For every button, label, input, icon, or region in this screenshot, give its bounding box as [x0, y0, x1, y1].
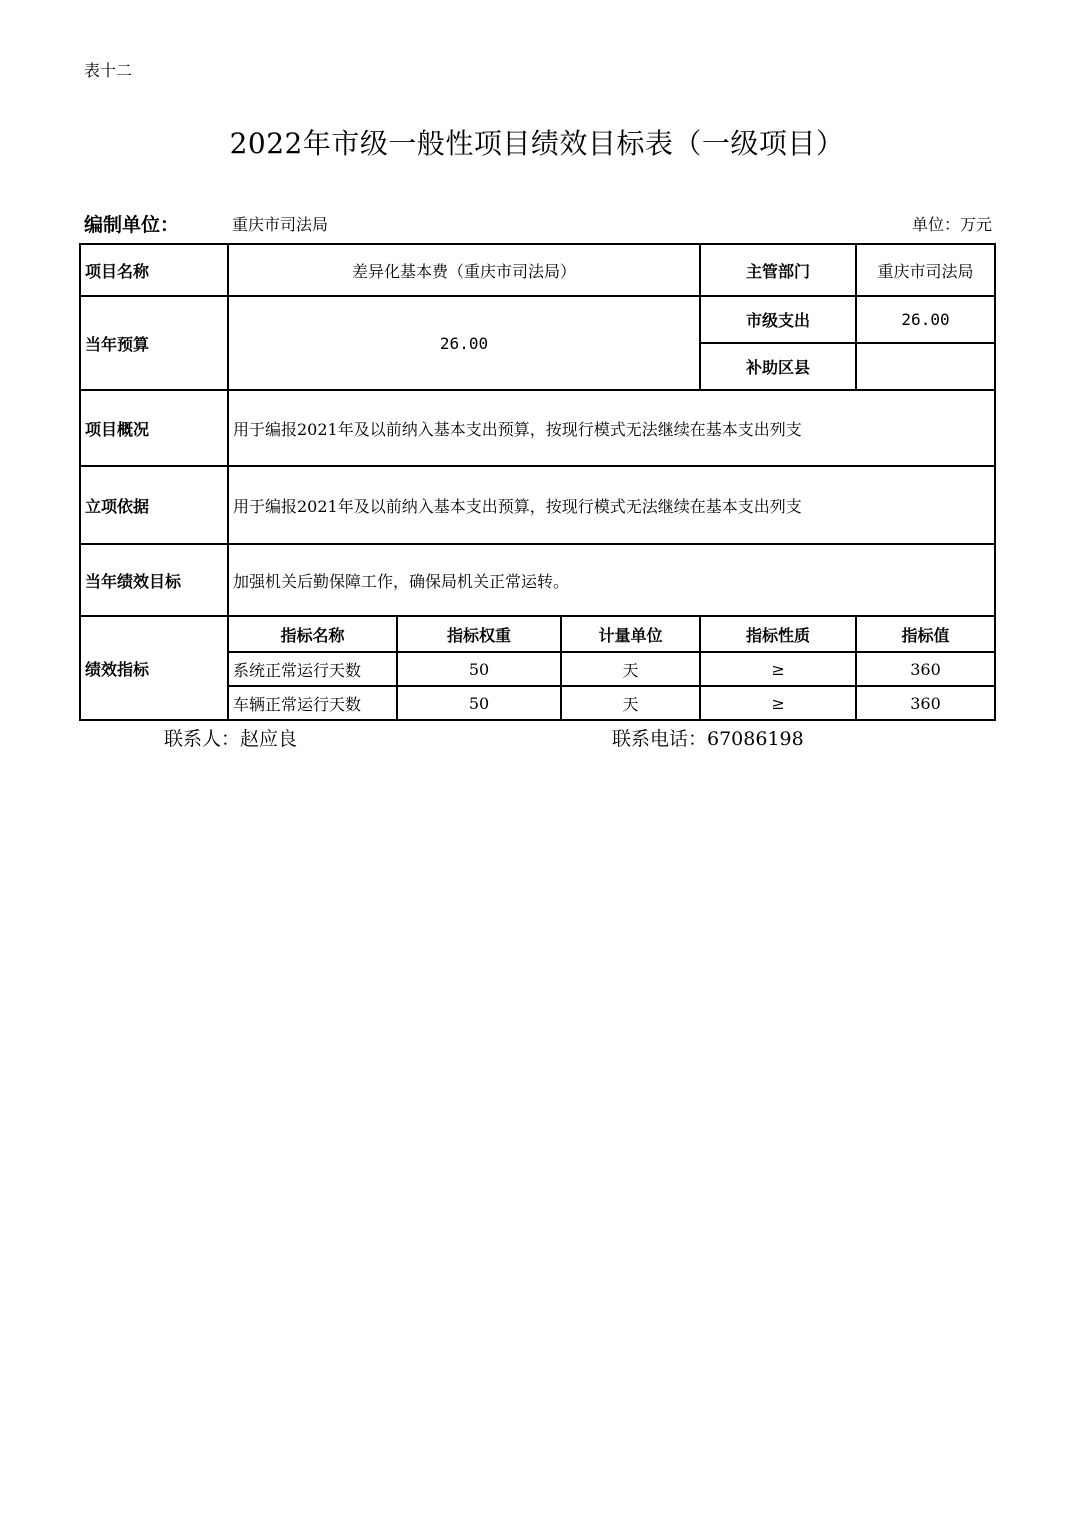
dept-label: 主管部门 [700, 244, 856, 296]
indicator-value: 360 [856, 652, 995, 686]
indicator-unit: 天 [561, 652, 700, 686]
row-basis [80, 466, 995, 544]
indicator-weight: 50 [397, 686, 561, 720]
indicator-nature: ≥ [700, 652, 856, 686]
goal-value: 加强机关后勤保障工作，确保局机关正常运转。 [228, 544, 995, 616]
contact-phone: 联系电话：67086198 [612, 728, 804, 750]
document-title: 2022年市级一般性项目绩效目标表（一级项目） [229, 127, 845, 160]
row-overview [80, 390, 995, 466]
budget-value: 26.00 [228, 296, 700, 390]
city-expense-value: 26.00 [856, 296, 995, 343]
contact-person: 联系人：赵应良 [164, 728, 298, 750]
overview-value: 用于编报2021年及以前纳入基本支出预算，按现行模式无法继续在基本支出列支 [228, 390, 995, 466]
goal-label: 当年绩效目标 [80, 544, 228, 616]
basis-value: 用于编报2021年及以前纳入基本支出预算，按现行模式无法继续在基本支出列支 [228, 466, 995, 544]
basis-label: 立项依据 [80, 466, 228, 544]
project-name-value: 差异化基本费（重庆市司法局） [228, 244, 700, 296]
row-project-name [80, 244, 995, 296]
org-label: 编制单位： [84, 214, 180, 236]
indicators-label: 绩效指标 [80, 616, 228, 720]
indicator-weight: 50 [397, 652, 561, 686]
indicator-unit: 天 [561, 686, 700, 720]
col-indicator-weight: 指标权重 [397, 616, 561, 652]
dept-value: 重庆市司法局 [856, 244, 995, 296]
project-name-label: 项目名称 [80, 244, 228, 296]
org-value: 重庆市司法局 [232, 215, 329, 234]
col-indicator-value: 指标值 [856, 616, 995, 652]
col-indicator-name: 指标名称 [228, 616, 397, 652]
budget-label: 当年预算 [80, 296, 228, 390]
col-indicator-nature: 指标性质 [700, 616, 856, 652]
city-expense-label: 市级支出 [700, 296, 856, 343]
performance-target-table [79, 243, 996, 721]
row-goal [80, 544, 995, 616]
indicator-name: 系统正常运行天数 [228, 652, 397, 686]
indicator-value: 360 [856, 686, 995, 720]
indicator-nature: ≥ [700, 686, 856, 720]
county-subsidy-label: 补助区县 [700, 343, 856, 390]
currency-unit: 单位：万元 [911, 215, 992, 234]
row-budget [80, 296, 995, 343]
overview-label: 项目概况 [80, 390, 228, 466]
county-subsidy-value [856, 343, 995, 390]
indicator-header-row [80, 616, 995, 652]
col-measure-unit: 计量单位 [561, 616, 700, 652]
table-number: 表十二 [84, 61, 133, 80]
indicator-name: 车辆正常运行天数 [228, 686, 397, 720]
